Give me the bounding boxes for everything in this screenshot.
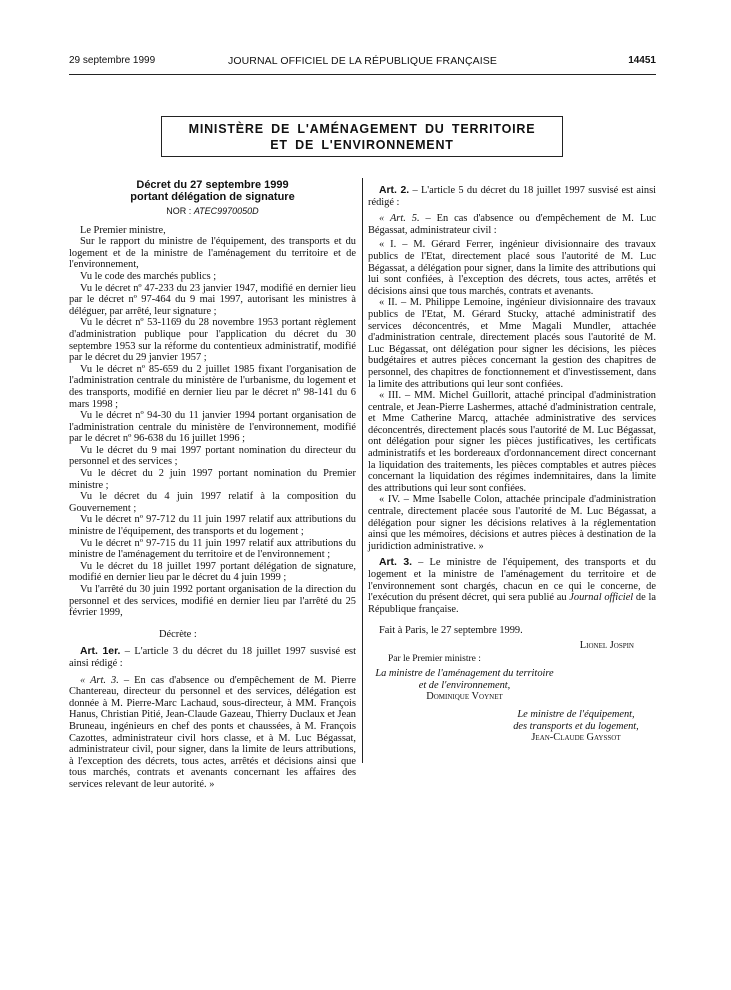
page-header bbox=[69, 52, 656, 75]
ministry-line-2: ET DE L'ENVIRONNEMENT bbox=[270, 138, 454, 152]
nor-reference bbox=[69, 206, 356, 218]
page-number: 14451 bbox=[628, 55, 656, 66]
preamble-line: Vu le décret du 9 mai 1997 portant nomination du directeur du personnel et des services ; bbox=[69, 444, 356, 468]
article-2-item: « II. – M. Philippe Lemoine, ingénieur divisionnaire des travaux publics de l'Etat, M. Gérard Stucky, attaché administratif des services déconcentrés, et Mme Magali Mundler, attachée d'administration centrale, directement placés sous l'autorité de M. Luc Bégassat, ont délégation pour signer les décisions, les pièces budgétaires et autres pièces concernant la gestion des chapitres de personnel, des chapitres de fonctionnement et d'investissement, dans la limite des attributions qui leur sont confiées. bbox=[368, 297, 656, 390]
article-2-item: « III. – MM. Michel Guillorit, attaché principal d'administration centrale, et Jean-Pierre Lashermes, attaché d'administration centrale, et Mme Catherine Marcq, attachée administrative des services déconcentrés, directement placés sous l'autorité de M. Luc Bégassat, ont délégation pour signer les pièces justificatives, les certificats administratifs et les bordereaux d'ordonnancement direct concernant la liquidation des traitements, les pièces comptables et autres pièces concernant la liquidation des régimes indemnitaires, dans la limite des attributions qui leur sont confiées. bbox=[368, 390, 656, 494]
ministry-line-1: MINISTÈRE DE L'AMÉNAGEMENT DU TERRITOIRE bbox=[188, 122, 536, 136]
article-3-text-end: de la République française. bbox=[368, 592, 656, 615]
left-column bbox=[69, 180, 356, 791]
article-1-quote-text: – En cas d'absence ou d'empêchement de M. Pierre Chantereau, directeur du personnel et des services, délégation est donnée à M. Pierre-Marc Lachaud, sous-directeur, à MM. François Hanus, Christian Pitié, Jean-Claude Gazeau, Thierry Duclaux et Jean Bruneau, ingénieurs en chef des ponts et chaussées, à M. François Cazottes, administrateur civil hors classe, et à M. Luc Bégassat, administrateur civil, pour signer, dans la limite de leurs attributions, à l'exception des décrets, tous actes, arrêtés et décisions ainsi que tous marchés, contrats et avenants concernant les affaires des services relevant de leur autorité. » bbox=[69, 674, 356, 790]
preamble-line: Vu l'arrêté du 30 juin 1992 portant organisation de la direction du personnel et des services, modifié en dernier lieu par l'arrêté du 25 février 1999, bbox=[69, 584, 356, 619]
ministry-heading bbox=[161, 116, 563, 157]
signing-place-date: Fait à Paris, le 27 septembre 1999. bbox=[379, 625, 523, 637]
article-2-quote-label: « Art. 5. bbox=[379, 213, 420, 225]
nor-label: NOR : bbox=[166, 206, 194, 216]
journal-officiel-ref: Journal officiel bbox=[569, 592, 634, 604]
preamble-line: Vu le décret nº 97-715 du 11 juin 1997 relatif aux attributions du ministre de l'aménagement du territoire et de l'environnement ; bbox=[69, 537, 356, 561]
prime-minister-signature: Lionel Jospin bbox=[579, 639, 634, 651]
preamble-line: Vu le code des marchés publics ; bbox=[80, 270, 217, 282]
preamble-line: Vu le décret nº 85-659 du 2 juillet 1985 fixant l'organisation de l'administration centrale du ministère de l'urbanisme, du logement et des transports, modifié en dernier lieu par le décret nº 98-141 du 6 mars 1998 ; bbox=[69, 363, 356, 410]
nor-code: ATEC9970050D bbox=[193, 206, 259, 216]
article-1 bbox=[69, 646, 356, 669]
article-3-label: Art. 3. bbox=[379, 557, 413, 569]
article-3-text: – Le ministre de l'équipement, des transports et du logement et la ministre de l'aménagement du territoire et de l'environnement sont chargés, chacun en ce qui le concerne, de l'exécution du présent décret, qui sera publié au bbox=[368, 557, 656, 604]
article-3 bbox=[368, 557, 656, 615]
article-1-label: Art. 1er. bbox=[80, 646, 121, 658]
preamble-line: Vu le décret du 4 juin 1997 relatif à la composition du Gouvernement ; bbox=[69, 491, 356, 514]
minister-1-name: Dominique Voynet bbox=[426, 691, 503, 703]
article-1-text: – L'article 3 du décret du 18 juillet 1997 susvisé est ainsi rédigé : bbox=[69, 646, 356, 669]
preamble-line: Vu le décret nº 53-1169 du 28 novembre 1953 portant règlement d'administration publique pour l'application du décret du 30 septembre 1953 sur la réforme du contentieux administratif, modifié par le décret du 29 janvier 1957 ; bbox=[69, 317, 356, 364]
preamble-line: Vu le décret nº 97-712 du 11 juin 1997 relatif aux attributions du ministre de l'équipement, des transports et du logement ; bbox=[69, 514, 356, 538]
decrete-heading: Décrète : bbox=[159, 628, 197, 640]
preamble-line: Vu le décret du 18 juillet 1997 portant délégation de signature, modifié en dernier lieu par le décret du 4 juin 1999 ; bbox=[69, 560, 356, 584]
by-prime-minister: Par le Premier ministre : bbox=[388, 653, 481, 664]
decree-title-line-2: portant délégation de signature bbox=[130, 190, 295, 203]
article-2-quote-text: – En cas d'absence ou d'empêchement de M. Luc Bégassat, administrateur civil : bbox=[368, 213, 656, 236]
minister-2-title-cont: des transports et du logement, bbox=[513, 720, 639, 732]
journal-title: JOURNAL OFFICIEL DE LA RÉPUBLIQUE FRANÇAISE bbox=[228, 55, 497, 67]
article-2-quote bbox=[368, 213, 656, 236]
minister-1-title-cont: et de l'environnement, bbox=[418, 679, 511, 691]
preamble-line: Sur le rapport du ministre de l'équipement, des transports et du logement et de la ministre de l'aménagement du territoire et de l'environnement, bbox=[69, 236, 356, 271]
right-column bbox=[368, 180, 656, 744]
minister-1-title: La ministre de l'aménagement du territoire bbox=[375, 668, 554, 680]
article-1-quote bbox=[69, 675, 356, 791]
preamble-line: Le Premier ministre, bbox=[80, 224, 166, 236]
minister-2-name: Jean-Claude Gayssot bbox=[531, 732, 621, 744]
article-2-item: « I. – M. Gérard Ferrer, ingénieur divisionnaire des travaux publics de l'Etat, directement placé sous l'autorité de M. Luc Bégassat, a délégation pour signer, dans la limite des attributions qui lui sont confiées, à l'exception des décrets, tous actes, arrêtés et décisions ainsi que tous marchés, contrats et avenants. bbox=[368, 239, 656, 297]
preamble-line: Vu le décret nº 94-30 du 11 janvier 1994 portant organisation de l'administration centrale du ministère de l'environnement, modifié par le décret nº 96-638 du 16 juillet 1996 ; bbox=[69, 410, 356, 445]
article-2-text: – L'article 5 du décret du 18 juillet 1997 susvisé est ainsi rédigé : bbox=[368, 185, 657, 208]
decree-title-line-1: Décret du 27 septembre 1999 bbox=[136, 179, 289, 191]
article-2-label: Art. 2. bbox=[379, 185, 410, 196]
article-2-item: « IV. – Mme Isabelle Colon, attachée principale d'administration centrale, directement placée sous l'autorité de M. Luc Bégassat, a délégation pour signer les décisions relatives à la réglementation ainsi que les mémoires, décisions et autres pièces à destination de la juridiction administrative. » bbox=[368, 494, 656, 552]
minister-2-signature-block bbox=[496, 709, 656, 744]
preamble-line: Vu le décret nº 47-233 du 23 janvier 1947, modifié en dernier lieu par le décret nº 97-464 du 9 mai 1997, autorisant les ministres à déléguer, par arrêté, leur signature ; bbox=[69, 282, 356, 317]
minister-2-title: Le ministre de l'équipement, bbox=[517, 708, 635, 720]
minister-1-signature-block bbox=[362, 668, 567, 703]
preamble-line: Vu le décret du 2 juin 1997 portant nomination du Premier ministre ; bbox=[69, 468, 356, 491]
article-2 bbox=[368, 185, 656, 208]
issue-date: 29 septembre 1999 bbox=[69, 55, 156, 66]
article-1-quote-label: « Art. 3. bbox=[80, 674, 119, 686]
